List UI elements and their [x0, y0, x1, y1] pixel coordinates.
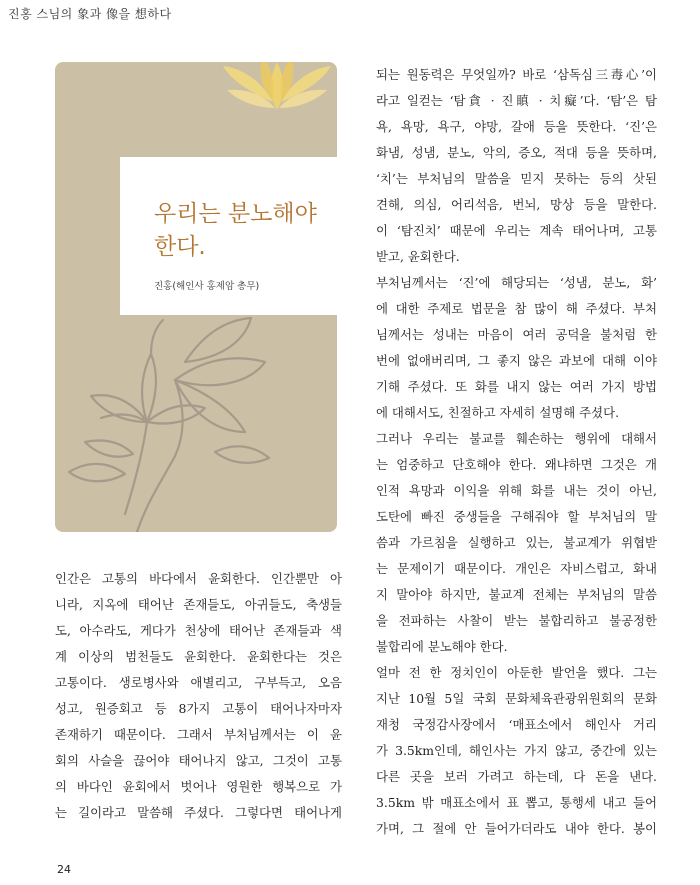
body-line: 다른 곳을 보러 가려고 하는데, 다 돈을 낸다. [376, 769, 657, 784]
body-line: 가며, 그 절에 안 들어가더라도 내야 한다. 봉이 [376, 821, 657, 836]
body-line: 인적 욕망과 이익을 위해 화를 내는 것이 아닌, [376, 483, 657, 498]
body-line: 는 문제이기 때문이다. 개인은 자비스럽고, 화내 [376, 561, 657, 576]
body-line: 회의 사슬을 끊어야 태어나지 않고, 그것이 고통 [55, 753, 342, 768]
body-line: 지 말아야 하지만, 불교계 전체는 부처님의 말씀 [376, 587, 657, 602]
body-line: 성고, 원증회고 등 8가지 고통이 태어나자마자 [55, 701, 342, 716]
body-line: 존재하기 때문이다. 그래서 부처님께서는 이 윤 [55, 727, 342, 742]
body-line: 씀과 가르침을 실행하고 있는, 불교계가 위협받 [376, 535, 657, 550]
body-line: 도, 아수라도, 게다가 천상에 태어난 존재들과 색 [55, 623, 342, 638]
body-line: 라고 일컫는 ‘탐貪 · 진瞋 · 치癡’다. ‘탐’은 탐 [376, 93, 657, 108]
body-line: 화냄, 성냄, 분노, 악의, 증오, 적대 등을 뜻하며, [376, 145, 657, 160]
body-line: 도탄에 빠진 중생들을 구해줘야 할 부처님의 말 [376, 509, 657, 524]
body-line: 욕, 욕망, 욕구, 야망, 갈애 등을 뜻한다. ‘진’은 [376, 119, 657, 134]
body-line: 이 ‘탐진치’ 때문에 우리는 계속 태어나며, 고통 [376, 223, 657, 238]
article-title: 우리는 분노해야 한다. [154, 201, 317, 260]
body-line: 지난 10월 5일 국회 문화체육관광위원회의 문화 [376, 691, 657, 706]
body-line: 재청 국정감사장에서 ‘매표소에서 해인사 거리 [376, 717, 657, 732]
body-line: 부처님께서는 ‘진’에 해당되는 ‘성냄, 분노, 화’ [376, 275, 657, 290]
body-line: 가 3.5km인데, 해인사는 가지 않고, 중간에 있는 [376, 743, 657, 758]
body-line: 받고, 윤회한다. [376, 249, 460, 264]
body-line: 불합리에 분노해야 한다. [376, 639, 508, 654]
lotus-line-drawing-icon [69, 284, 269, 532]
body-line: 에 대한 주제로 법문을 참 많이 해 주셨다. 부처 [376, 301, 657, 316]
author-byline: 진홍(해인사 홍제암 총무) [154, 281, 260, 292]
body-line: 인간은 고통의 바다에서 윤회한다. 인간뿐만 아 [55, 571, 342, 586]
body-line: 계 이상의 범천들도 윤회한다. 윤회한다는 것은 [55, 649, 342, 664]
body-line: 을 전파하는 사찰이 받는 불합리하고 불공정한 [376, 613, 657, 628]
body-line: 의 바다인 윤회에서 벗어나 영원한 행복으로 가 [55, 779, 342, 794]
body-line: 얼마 전 한 정치인이 아둔한 발언을 했다. 그는 [376, 665, 657, 680]
right-body-column [376, 62, 657, 842]
left-body-column [55, 566, 342, 826]
body-line: 는 엄중하고 단호해야 한다. 왜냐하면 그것은 개 [376, 457, 657, 472]
body-line: 는 길이라고 말씀해 주셨다. 그렇다면 태어나게 [55, 805, 342, 820]
body-line: 님께서는 성내는 마음이 여러 공덕을 불처럼 한 [376, 327, 657, 342]
body-line: 견해, 의심, 어리석음, 번뇌, 망상 등을 말한다. [376, 197, 657, 212]
feature-title-card [120, 157, 337, 315]
running-header: 진홍 스님의 象과 像을 想하다 [8, 7, 172, 21]
body-line: 3.5km 밖 매표소에서 표 뽑고, 통행세 내고 들어 [376, 795, 657, 810]
body-line: 니라, 지옥에 태어난 존재들도, 아귀들도, 축생들 [55, 597, 342, 612]
body-line: 고통이다. 생로병사와 애별리고, 구부득고, 오음 [55, 675, 342, 690]
page-number: 24 [57, 863, 71, 876]
body-line: 에 대해서도, 친절하고 자세히 설명해 주셨다. [376, 405, 620, 420]
body-line: 기해 주셨다. 또 화를 내지 않는 여러 가지 방법 [376, 379, 657, 394]
body-line: 되는 원동력은 무엇일까? 바로 ‘삼독심三毒心’이 [376, 67, 657, 82]
body-line: 번에 없애버리며, 그 좋지 않은 과보에 대해 이야 [376, 353, 657, 368]
body-line: ‘치’는 부처님의 말씀을 믿지 못하는 등의 삿된 [376, 171, 657, 186]
body-line: 그러나 우리는 불교를 훼손하는 행위에 대해서 [376, 431, 657, 446]
